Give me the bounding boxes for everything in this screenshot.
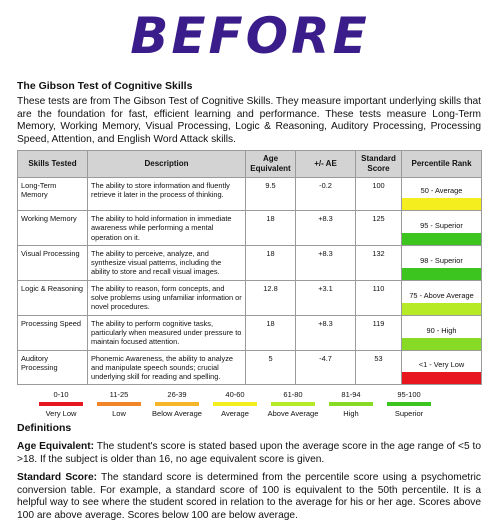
percentile-rank-label: 95 - Superior (420, 220, 463, 230)
scale-color-bar (155, 402, 199, 406)
percentile-color-bar (402, 303, 481, 315)
age-equivalent-value: 18 (246, 245, 296, 280)
scale-range-label: 95-100 (397, 390, 421, 400)
ae-diff-value: -0.2 (296, 178, 356, 211)
definitions-heading: Definitions (17, 422, 72, 435)
ae-diff-value: +3.1 (296, 280, 356, 315)
scale-range-label: 61-80 (283, 390, 303, 400)
table-row (18, 350, 482, 385)
definition-age-equivalent (17, 441, 481, 466)
header-standard-score: Standard Score (356, 151, 402, 178)
scores-table (17, 150, 482, 385)
percentile-rank-label: <1 - Very Low (418, 360, 465, 370)
scale-category-label: Very Low (45, 409, 77, 419)
standard-score-value: 132 (356, 245, 402, 280)
definition-term: Standard Score: (17, 472, 98, 484)
skill-description: Phonemic Awareness, the ability to analyze and manipulate speech sounds; crucial underlying skill for reading and spelling. (88, 350, 246, 385)
ae-diff-value: +8.3 (296, 211, 356, 246)
scale-category-label: Below Average (152, 409, 202, 419)
percentile-rank-cell (402, 350, 482, 385)
skill-name: Working Memory (18, 211, 88, 246)
skill-name: Logic & Reasoning (18, 280, 88, 315)
age-equivalent-value: 18 (246, 211, 296, 246)
skill-description: The ability to reason, form concepts, and solve problems using unfamiliar information or novel procedures. (88, 280, 246, 315)
intro-paragraph: These tests are from The Gibson Test of Cognitive Skills. They measure important underlying skills that are the foundation for fast, efficient learning and performance. These tests measure Long-Term Memory, Working Memory, Visual Processing, Logic & Reasoning, Auditory Processing, Processing Speed, Attention, and English Word Attack skills. (17, 96, 481, 145)
standard-score-value: 100 (356, 178, 402, 211)
percentile-rank-cell (402, 245, 482, 280)
table-row (18, 178, 482, 211)
header-percentile-rank: Percentile Rank (402, 151, 482, 178)
skill-name: Auditory Processing (18, 350, 88, 385)
skill-description: The ability to perform cognitive tasks, particularly when measured under pressure to maintain focused attention. (88, 315, 246, 350)
scale-range-label: 40-60 (225, 390, 245, 400)
percentile-color-bar (402, 198, 481, 210)
table-row (18, 211, 482, 246)
scale-color-bar (271, 402, 315, 406)
scale-color-bar (329, 402, 373, 406)
skill-description: The ability to store information and fluently retrieve it later in the process of thinking. (88, 178, 246, 211)
standard-score-value: 125 (356, 211, 402, 246)
percentile-color-bar (402, 372, 481, 384)
percentile-rank-label: 90 - High (426, 325, 457, 335)
skill-description: The ability to hold information in immediate awareness while performing a mental operation on it. (88, 211, 246, 246)
percentile-rank-label: 98 - Superior (420, 255, 463, 265)
percentile-rank-cell (402, 280, 482, 315)
scale-category-label: Superior (394, 409, 424, 419)
scale-color-bar (213, 402, 257, 406)
table-row (18, 245, 482, 280)
table-row (18, 280, 482, 315)
scale-range-label: 81-94 (341, 390, 361, 400)
table-row (18, 315, 482, 350)
header-skills-tested: Skills Tested (18, 151, 88, 178)
age-equivalent-value: 9.5 (246, 178, 296, 211)
definition-standard-score (17, 472, 481, 522)
skill-name: Processing Speed (18, 315, 88, 350)
ae-diff-value: -4.7 (296, 350, 356, 385)
report-title: The Gibson Test of Cognitive Skills (17, 80, 193, 92)
definition-text: The student's score is stated based upon the average score in the age range of <5 to >18. If the subject is older than 16, no age equivalent score is given. (17, 441, 482, 465)
skill-description: The ability to perceive, analyze, and synthesize visual patterns, including the ability to store and recall visual images. (88, 245, 246, 280)
percentile-rank-cell (402, 315, 482, 350)
ae-diff-value: +8.3 (296, 245, 356, 280)
report-document (17, 80, 481, 522)
scale-range-label: 11-25 (109, 390, 129, 400)
scale-color-bar (387, 402, 431, 406)
scale-category-label: High (343, 409, 359, 419)
standard-score-value: 119 (356, 315, 402, 350)
definition-term: Age Equivalent: (17, 441, 95, 453)
skill-name: Visual Processing (18, 245, 88, 280)
table-header-row (18, 151, 482, 178)
percentile-rank-cell (402, 211, 482, 246)
header-age-equivalent: Age Equivalent (246, 151, 296, 178)
scale-color-bar (39, 402, 83, 406)
age-equivalent-value: 18 (246, 315, 296, 350)
age-equivalent-value: 5 (246, 350, 296, 385)
percentile-color-bar (402, 233, 481, 245)
age-equivalent-value: 12.8 (246, 280, 296, 315)
percentile-scale-legend (17, 390, 481, 420)
standard-score-value: 53 (356, 350, 402, 385)
scale-range-label: 26-39 (167, 390, 187, 400)
definition-text: The standard score is determined from the percentile score using a psychometric conversion table. For example, a standard score of 100 is equivalent to the 50th percentile. It is a helpful way to see where the student scored in relation to the average for his or her age. Scores above 100 are above average. Scores below 100 are below average. (17, 472, 481, 521)
scale-color-bar (97, 402, 141, 406)
percentile-color-bar (402, 338, 481, 350)
header-ae-diff: +/- AE (296, 151, 356, 178)
before-banner: BEFORE (130, 7, 370, 65)
header-description: Description (88, 151, 246, 178)
percentile-rank-label: 50 - Average (420, 186, 463, 195)
percentile-rank-cell (402, 178, 482, 211)
scale-category-label: Low (112, 409, 126, 419)
percentile-color-bar (402, 268, 481, 280)
percentile-rank-label: 75 - Above Average (409, 290, 474, 300)
scale-category-label: Average (221, 409, 249, 419)
standard-score-value: 110 (356, 280, 402, 315)
ae-diff-value: +8.3 (296, 315, 356, 350)
scale-range-label: 0-10 (53, 390, 69, 400)
scale-category-label: Above Average (267, 409, 319, 419)
skill-name: Long-Term Memory (18, 178, 88, 211)
